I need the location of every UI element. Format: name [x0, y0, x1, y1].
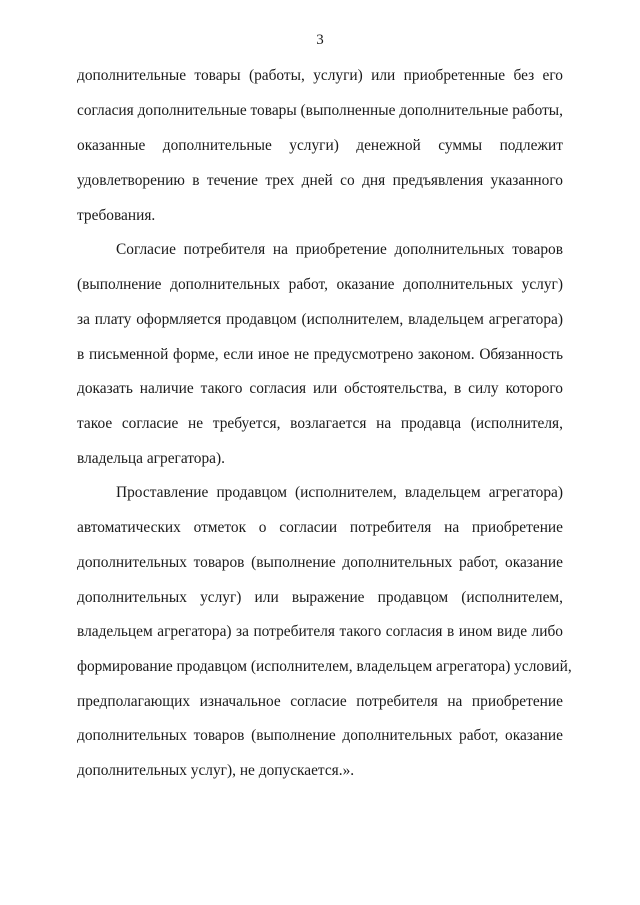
paragraph-2-line-1: Согласие потребителя на приобретение дополнительных товаров	[116, 241, 563, 258]
paragraph-3-line-9: дополнительных услуг), не допускается.».	[77, 762, 355, 779]
paragraph-3-line-8: дополнительных товаров (выполнение дополнительных работ, оказание	[77, 727, 563, 744]
paragraph-1-line-2: согласия дополнительные товары (выполненные дополнительные работы,	[77, 102, 563, 119]
paragraph-2-line-7: владельца агрегатора).	[77, 450, 225, 467]
paragraph-3-line-2: автоматических отметок о согласии потребителя на приобретение	[77, 519, 563, 536]
page-number: 3	[316, 32, 324, 48]
paragraph-3-line-6: формирование продавцом (исполнителем, владельцем агрегатора) условий,	[77, 658, 572, 675]
paragraph-3-line-1: Проставление продавцом (исполнителем, владельцем агрегатора)	[116, 484, 563, 501]
paragraph-2-line-2: (выполнение дополнительных работ, оказание дополнительных услуг)	[77, 276, 563, 293]
paragraph-1-line-3: оказанные дополнительные услуги) денежной суммы подлежит	[77, 137, 563, 154]
paragraph-1-line-4: удовлетворению в течение трех дней со дня предъявления указанного	[77, 172, 563, 189]
paragraph-2-line-4: в письменной форме, если иное не предусмотрено законом. Обязанность	[77, 346, 563, 363]
paragraph-2-line-6: такое согласие не требуется, возлагается на продавца (исполнителя,	[77, 415, 563, 432]
paragraph-2-line-5: доказать наличие такого согласия или обстоятельства, в силу которого	[77, 380, 563, 397]
paragraph-3-line-3: дополнительных товаров (выполнение дополнительных работ, оказание	[77, 554, 563, 571]
paragraph-3-line-4: дополнительных услуг) или выражение продавцом (исполнителем,	[77, 589, 563, 606]
paragraph-1-line-1: дополнительные товары (работы, услуги) или приобретенные без его	[77, 67, 563, 84]
paragraph-3-line-7: предполагающих изначальное согласие потребителя на приобретение	[77, 693, 563, 710]
paragraph-3-line-5: владельцем агрегатора) за потребителя такого согласия в ином виде либо	[77, 623, 563, 640]
paragraph-2-line-3: за плату оформляется продавцом (исполнителем, владельцем агрегатора)	[77, 311, 563, 328]
paragraph-1-line-5: требования.	[77, 207, 156, 224]
